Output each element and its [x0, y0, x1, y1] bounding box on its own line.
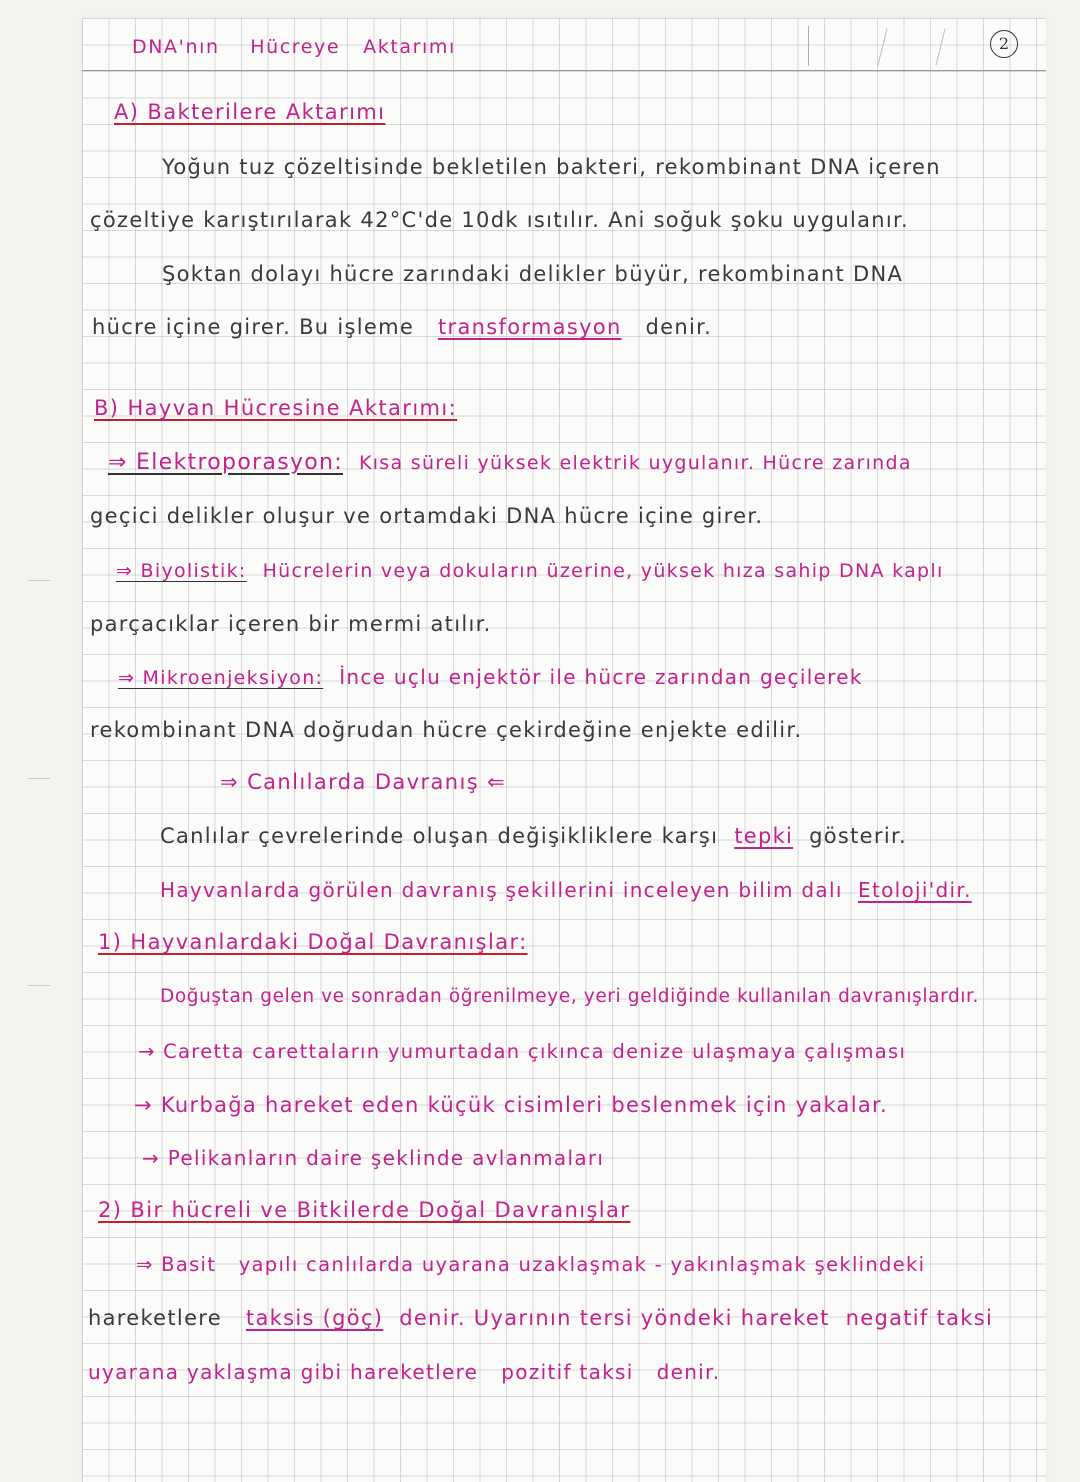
- behaviour-title: ⇒ Canlılarda Davranış ⇐: [220, 770, 507, 794]
- text-line: Doğuştan gelen ve sonradan öğrenilmeye, yeri geldiğinde kullanılan davranışlardır.: [160, 986, 980, 1007]
- text-line: [160, 824, 907, 848]
- text-fragment: İnce uçlu enjektör ile hücre zarından geçilerek: [339, 665, 863, 689]
- section-b-title: B) Hayvan Hücresine Aktarımı:: [94, 396, 458, 420]
- text-line: [116, 558, 944, 582]
- key-term: ⇒ Mikroenjeksiyon:: [118, 667, 324, 689]
- text-line: Yoğun tuz çözeltisinde bekletilen bakteri, rekombinant DNA içeren: [162, 155, 941, 179]
- text-line: [108, 450, 912, 475]
- text-fragment: hücre içine girer. Bu işleme: [92, 315, 415, 339]
- text-fragment: denir. Uyarının tersi yöndeki hareket: [399, 1306, 830, 1330]
- title-part: Aktarımı: [363, 36, 456, 58]
- title-part: Hücreye: [250, 36, 341, 58]
- key-term: ⇒ Biyolistik:: [116, 560, 247, 582]
- text-line: [92, 315, 712, 339]
- binder-mark: [28, 985, 50, 986]
- text-fragment: ⇒ Basit: [136, 1253, 217, 1276]
- key-term: negatif taksi: [845, 1306, 994, 1330]
- key-term: transformasyon: [438, 315, 622, 339]
- text-fragment: Canlılar çevrelerinde oluşan değişikliklere karşı: [160, 824, 719, 848]
- list-item: → Pelikanların daire şeklinde avlanmaları: [142, 1146, 605, 1170]
- text-fragment: denir.: [656, 1360, 721, 1384]
- key-term: tepki: [734, 824, 794, 848]
- text-fragment: gösterir.: [809, 824, 907, 848]
- text-line: [88, 1306, 993, 1330]
- title-part: DNA'nın: [132, 36, 220, 58]
- list-item: → Caretta carettaların yumurtadan çıkınca denize ulaşmaya çalışması: [138, 1040, 907, 1063]
- text-fragment: Kısa süreli yüksek elektrik uygulanır. Hücre zarında: [358, 452, 912, 474]
- text-fragment: hareketlere: [88, 1306, 222, 1330]
- text-fragment: Hayvanlarda görülen davranış şekillerini inceleyen bilim dalı: [160, 878, 843, 902]
- text-line: [136, 1253, 925, 1276]
- text-fragment: Hücrelerin veya dokuların üzerine, yüksek hıza sahip DNA kaplı: [262, 560, 944, 582]
- section-1-title: 1) Hayvanlardaki Doğal Davranışlar:: [98, 930, 528, 954]
- text-line: [160, 878, 972, 902]
- section-2-title: 2) Bir hücreli ve Bitkilerde Doğal Davranışlar: [98, 1198, 631, 1222]
- text-line: rekombinant DNA doğrudan hücre çekirdeğine enjekte edilir.: [90, 718, 803, 742]
- key-term: pozitif taksi: [501, 1360, 634, 1384]
- binder-mark: [28, 580, 50, 581]
- text-fragment: denir.: [645, 315, 713, 339]
- text-fragment: uyarana yaklaşma gibi hareketlere: [88, 1360, 479, 1384]
- text-line: geçici delikler oluşur ve ortamdaki DNA hücre içine girer.: [90, 504, 764, 528]
- binder-mark: [28, 778, 50, 779]
- key-term: taksis (göç): [245, 1306, 384, 1330]
- text-line: [88, 1360, 720, 1384]
- key-term: Etoloji'dir.: [858, 878, 972, 902]
- key-term: ⇒ Elektroporasyon:: [108, 450, 344, 475]
- text-line: Şoktan dolayı hücre zarındaki delikler büyür, rekombinant DNA: [162, 262, 904, 286]
- list-item: → Kurbağa hareket eden küçük cisimleri beslenmek için yakalar.: [134, 1093, 889, 1117]
- section-a-title: A) Bakterilere Aktarımı: [114, 100, 386, 124]
- text-line: [118, 665, 863, 689]
- text-fragment: yapılı canlılarda uyarana uzaklaşmak - yakınlaşmak şeklindeki: [238, 1253, 926, 1276]
- date-box: [808, 26, 975, 66]
- text-line: parçacıklar içeren bir mermi atılır.: [90, 612, 492, 636]
- page-number: 2: [990, 30, 1018, 58]
- text-line: çözeltiye karıştırılarak 42°C'de 10dk ısıtılır. Ani soğuk şoku uygulanır.: [90, 208, 910, 232]
- page-title: [132, 36, 456, 58]
